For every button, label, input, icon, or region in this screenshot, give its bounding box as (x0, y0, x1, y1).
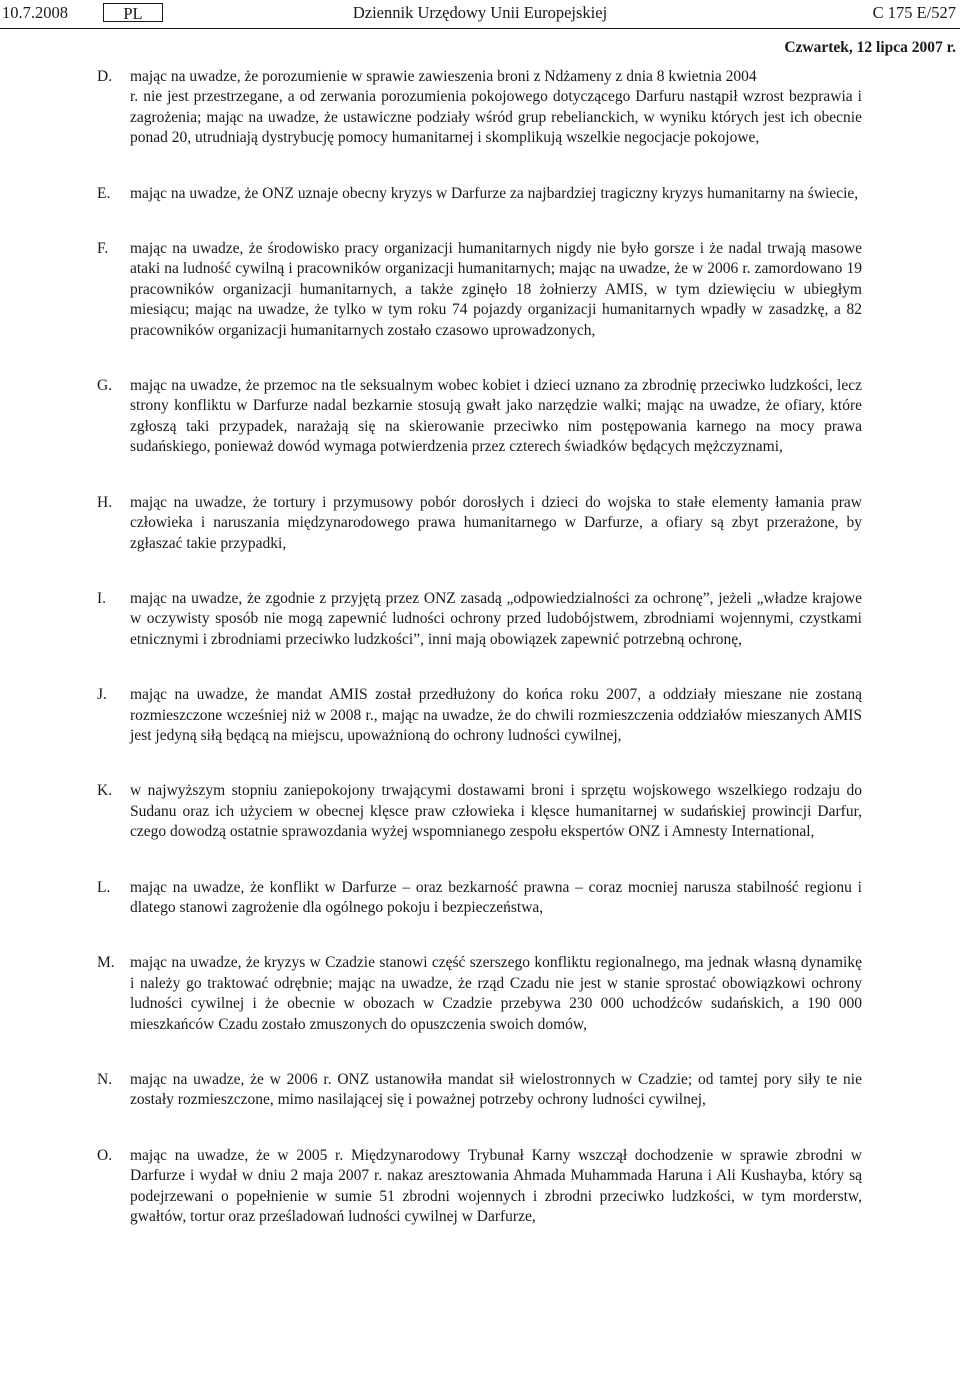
recital-text: mając na uwadze, że zgodnie z przyjętą przez ONZ zasadą „odpowiedzialności za ochronę”, jeżeli „władze krajowe w oczywisty sposób nie mogą zapewnić ludności ochrony przed ludobójstwem, zbrodniami wojennymi, czystkami etnicznymi i zbrodniami przeciwko ludzkości”, inni mają obowiązek zapewnić potrzebną ochronę, (130, 589, 862, 648)
publication-date: 10.7.2008 (2, 3, 68, 22)
recital-text: mając na uwadze, że ONZ uznaje obecny kryzys w Darfurze za najbardziej tragiczny kryzys humanitarny na świecie, (130, 184, 859, 202)
session-date: Czwartek, 12 lipca 2007 r. (784, 39, 956, 56)
recital-item (97, 67, 862, 87)
recital-letter: G. (97, 377, 113, 395)
recital-item (97, 493, 862, 554)
recital-text: mając na uwadze, że w 2005 r. Międzynarodowy Trybunał Karny wszczął dochodzenie w sprawie zbrodni w Darfurze i wydał w dniu 2 maja 2007 r. nakaz aresztowania Ahmada Muhammada Haruna i Ali Kushayba, który są podejrzewani o popełnienie w sumie 51 zbrodni wojennych i zbrodni przeciwko ludzkości, w tym morderstw, gwałtów, tortur oraz prześladowań ludności cywilnej w Darfurze, (130, 1146, 862, 1226)
recital-text: mając na uwadze, że w 2006 r. ONZ ustanowiła mandat sił wielostronnych w Czadzie; od tamtej pory siły te nie zostały rozmieszczone, mimo nasilającej się i poważnej potrzeby ochrony ludności cywilnej, (130, 1071, 862, 1109)
recital-item (97, 1146, 862, 1228)
page-header (0, 0, 960, 26)
language-badge: PL (103, 3, 163, 22)
header-divider (0, 28, 960, 29)
recital-letter: K. (97, 782, 113, 800)
recital-text: mając na uwadze, że tortury i przymusowy pobór dorosłych i dzieci do wojska to stałe elementy łamania praw człowieka i naruszania międzynarodowego prawa humanitarnego w Darfurze, a ofiary są zbyt przerażone, by zgłaszać takie przypadki, (130, 493, 862, 552)
recital-item (97, 1070, 862, 1111)
recital-letter: I. (97, 589, 107, 607)
recital-item (97, 184, 862, 204)
recital-letter: N. (97, 1071, 113, 1088)
recital-item (97, 781, 862, 842)
recital-letter: O. (97, 1146, 113, 1164)
document-body (97, 67, 862, 1227)
page-reference: C 175 E/527 (872, 3, 956, 22)
recital-letter: M. (97, 954, 115, 972)
recital-item (97, 953, 862, 1035)
recital-letter: L. (97, 878, 111, 896)
recital-letter: H. (97, 493, 113, 511)
recital-item (97, 589, 862, 650)
recital-letter: E. (97, 184, 111, 202)
recital-letter: J. (97, 686, 107, 704)
recital-item (97, 376, 862, 458)
recital-text: mając na uwadze, że porozumienie w sprawie zawieszenia broni z Ndżameny z dnia 8 kwietnia 2004 (130, 68, 757, 85)
recital-item (97, 239, 862, 341)
recital-text: mając na uwadze, że kryzys w Czadzie stanowi część szerszego konfliktu regionalnego, ma jednak własną dynamikę i należy go traktować odrębnie; mając na uwadze, że rząd Czadu nie jest w stanie sprostać obowiązkowi ochrony ludności cywilnej i że obecnie w obozach w Czadzie przebywa 230 000 uchodźców sudańskich, a 190 000 mieszkańców Czadu zostało zmuszonych do opuszczenia swoich domów, (130, 954, 862, 1033)
recital-text: mając na uwadze, że środowisko pracy organizacji humanitarnych nigdy nie było gorsze i że nadal trwają masowe ataki na ludność cywilną i pracowników organizacji humanitarnych; mając na uwadze, że w 2006 r. zamordowano 19 pracowników organizacji humanitarnych, a także zginęło 18 żołnierzy AMIS, w tym dziewięciu w ubiegłym miesiącu; mając na uwadze, że tylko w tym roku 74 pojazdy organizacji humanitarnych wpadły w zasadzkę, a 82 pracowników organizacji humanitarnych zostało czasowo uprowadzonych, (130, 240, 862, 339)
recital-text: mając na uwadze, że przemoc na tle seksualnym wobec kobiet i dzieci uznano za zbrodnię przeciwko ludzkości, lecz strony konfliktu w Darfurze nadal bezkarnie stosują gwałt jako narzędzie walki; mając na uwadze, że ofiary, które zgłoszą taki przypadek, narażają się na skierowanie przeciwko nim postępowania karnego na mocy prawa sudańskiego, ponieważ dowód wymaga potwierdzenia przez czterech świadków będących mężczyznami, (130, 377, 862, 456)
recital-text: mając na uwadze, że mandat AMIS został przedłużony do końca roku 2007, a oddziały mieszane nie zostaną rozmieszczone wcześniej niż w 2008 r., mając na uwadze, że do chwili rozmieszczenia oddziałów mieszanych AMIS jest jedyną siłą będącą na miejscu, upoważnioną do ochrony ludności cywilnej, (130, 686, 862, 744)
recital-item (97, 685, 862, 746)
recital-continuation: r. nie jest przestrzegane, a od zerwania porozumienia pokojowego dotyczącego Darfuru nastąpił wzrost bezprawia i zagrożenia; mając na uwadze, że ustawiczne podziały wśród grup rebelianckich, w wyniku których jest ich obecnie ponad 20, utrudniają dystrybucję pomocy humanitarnej i skomplikują wszelkie negocjacje pokojowe, (130, 88, 862, 147)
journal-title: Dziennik Urzędowy Unii Europejskiej (352, 3, 608, 22)
recital-item (97, 878, 862, 919)
recital-letter: F. (97, 240, 109, 258)
recital-text: mając na uwadze, że konflikt w Darfurze – oraz bezkarność prawna – coraz mocniej narusza stabilność regionu i dlatego stanowi zagrożenie dla ogólnego pokoju i bezpieczeństwa, (130, 878, 862, 916)
recital-letter: D. (97, 68, 113, 85)
recital-text: w najwyższym stopniu zaniepokojony trwającymi dostawami broni i sprzętu wojskowego wszelkiego rodzaju do Sudanu oraz ich użyciem w obecnej klęsce praw człowieka i klęsce humanitarnej w sudańskiej prowincji Darfur, czego dowodzą ostatnie sprawozdania wyżej wspomnianego zespołu ekspertów ONZ i Amnesty International, (130, 782, 862, 841)
